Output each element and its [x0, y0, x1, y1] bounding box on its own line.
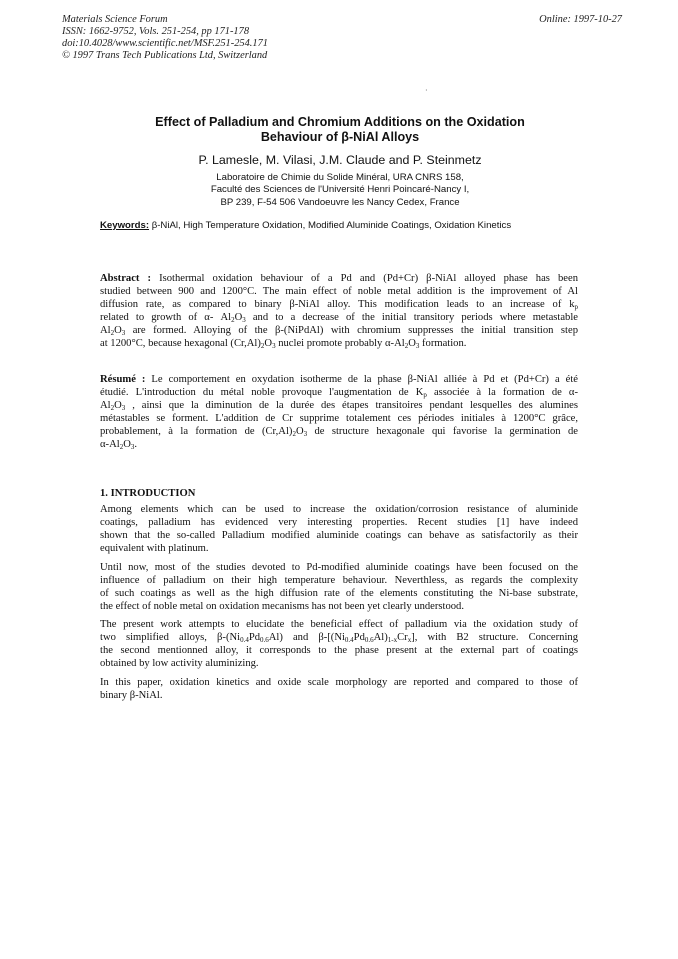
subscript: 3 [272, 341, 276, 350]
resume-text: O [114, 399, 122, 411]
resume-text: . [134, 438, 137, 450]
abstract-line [100, 312, 578, 325]
resume-line: métastables se forment. L'addition de Cr supprime totalement ces périodes initiales à 1200°C grâce, [100, 412, 578, 424]
paragraph-line: obtained by low activity aluminizing. [100, 657, 259, 669]
paragraph-line: equivalent with platinum. [100, 542, 209, 554]
resume-text: de structure hexagonale qui favorise la germination de [307, 425, 578, 437]
resume-line [100, 426, 578, 439]
abstract-line [100, 338, 578, 351]
subscript: 0.4 [240, 635, 249, 644]
subscript: 2 [110, 403, 115, 412]
speck-mark: · [425, 86, 428, 95]
subscript: 2 [260, 341, 265, 350]
subscript: 0.6 [364, 635, 374, 644]
subscript: x [407, 635, 412, 644]
abstract-text: O [114, 324, 122, 336]
abstract-text: Isothermal oxidation behaviour of a Pd and (Pd+Cr) β-NiAl alloyed phase has been [151, 273, 578, 284]
abstract-text: at 1200°C, because hexagonal (Cr,Al) [100, 337, 261, 349]
issn-line: ISSN: 1662-9752, Vols. 251-254, pp 171-178 [62, 26, 250, 37]
abstract-line [100, 325, 578, 338]
copyright-line: © 1997 Trans Tech Publications Ltd, Switzerland [62, 50, 268, 61]
intro-paragraph-1 [100, 504, 578, 556]
abstract-text: O [234, 311, 243, 323]
paragraph-text: Al) [373, 631, 388, 643]
abstract-paragraph [100, 273, 578, 350]
journal-header [62, 14, 268, 62]
subscript: 0.6 [260, 635, 269, 644]
abstract-label: Abstract : [100, 273, 152, 284]
journal-name: Materials Science Forum [62, 14, 168, 25]
paragraph-line: In this paper, oxidation kinetics and oxide scale morphology are reported and compared to those of [100, 677, 578, 688]
intro-paragraph-2 [100, 562, 578, 614]
paragraph-line: influence of palladium on their high temperature behaviour. Neverthless, as regards the complexity [100, 574, 578, 586]
paragraph-line [100, 632, 578, 645]
abstract-text: nuclei promote probably α-Al [275, 337, 405, 349]
paragraph-text: Pd [353, 631, 365, 643]
paragraph-text: Al) and β-[(Ni [268, 631, 345, 643]
subscript: p [574, 302, 578, 311]
resume-text: , ainsi que la diminution de la durée des étapes transitoires pendant lesquelles des alumines [125, 399, 578, 411]
abstract-text: are formed. Alloying of the β-(NiPdAl) with chromium suppresses the initial transition step [125, 324, 578, 336]
section-heading: 1. INTRODUCTION [100, 488, 196, 499]
subscript: 2 [231, 315, 235, 324]
abstract-text: diffusion rate, as compared to binary β-NiAl alloy. This modification leads to an increase of k [100, 298, 575, 310]
subscript: 0.4 [344, 635, 354, 644]
abstract-line [100, 273, 578, 286]
doi-line[interactable]: doi:10.4028/www.scientific.net/MSF.251-254.171 [62, 38, 268, 49]
intro-paragraph-4 [100, 677, 578, 703]
subscript: 3 [121, 403, 126, 412]
affiliation-line-1: Laboratoire de Chimie du Solide Minéral, URA CNRS 158, [216, 172, 464, 183]
resume-line [100, 400, 578, 413]
paragraph-line: Until now, most of the studies devoted to Pd-modified aluminide coatings have been focused on the [100, 562, 578, 573]
subscript: 2 [119, 442, 124, 451]
paragraph-line: Among elements which can be used to increase the oxidation/corrosion resistance of aluminide [100, 504, 578, 515]
subscript: p [423, 390, 427, 399]
resume-text: Al [100, 399, 111, 411]
subscript: 3 [303, 429, 308, 438]
paragraph-line: the second mentionned alloy, it corresponds to the phase present at the external part of coatings [100, 644, 578, 656]
subscript: 2 [292, 429, 296, 438]
abstract-text: Al [100, 324, 111, 336]
keywords-label: Keywords: [100, 220, 150, 231]
online-date: Online: 1997-10-27 [539, 14, 622, 25]
paragraph-text: two simplified alloys, β-(Ni [100, 631, 241, 643]
resume-paragraph [100, 374, 578, 451]
abstract-line [100, 299, 578, 312]
resume-line [100, 374, 578, 387]
resume-label: Résumé : [100, 374, 146, 385]
paragraph-line: the effect of noble metal on oxidation mecanisms has not been yet clearly understood. [100, 600, 464, 612]
keywords-text: β-NiAl, High Temperature Oxidation, Modified Aluminide Coatings, Oxidation Kinetics [149, 220, 512, 231]
resume-line [100, 439, 578, 452]
paragraph-line: The present work attempts to elucidate the beneficial effect of palladium via the oxidation study of [100, 619, 578, 630]
paragraph-text: Cr [397, 631, 408, 643]
title-line-2: Behaviour of β-NiAl Alloys [260, 130, 420, 144]
resume-text: associée à la formation de α- [426, 386, 578, 398]
subscript: 3 [242, 315, 246, 324]
intro-paragraph-3 [100, 619, 578, 671]
paragraph-line: coatings, palladium has evidenced very interesting properties. Recent studies [1] have indeed [100, 516, 578, 528]
affiliation [90, 172, 590, 209]
paper-title [90, 115, 590, 145]
affiliation-line-2: Faculté des Sciences de l'Université Henri Poincaré-Nancy I, [210, 184, 470, 196]
resume-text: α-Al [100, 438, 120, 450]
paragraph-line: binary β-NiAl. [100, 689, 163, 701]
keywords-line [100, 220, 580, 231]
subscript: 1-x [387, 635, 398, 644]
paragraph-line: of such coatings as well as the high diffusion rate of the elements constituting the Ni-base substrate, [100, 587, 578, 599]
subscript: 3 [130, 442, 135, 451]
resume-text: O [123, 438, 131, 450]
abstract-text: O [408, 337, 416, 349]
abstract-line: studied between 900 and 1200°C. The main effect of noble metal addition is the improvement of Al [100, 285, 578, 297]
resume-line [100, 387, 578, 400]
abstract-text: related to growth of α- Al [100, 311, 232, 323]
resume-text: O [295, 425, 304, 437]
author-list: P. Lamesle, M. Vilasi, J.M. Claude and P. Steinmetz [198, 153, 482, 167]
affiliation-line-3: BP 239, F-54 506 Vandoeuvre les Nancy Cedex, France [220, 196, 460, 208]
paragraph-text: Pd [248, 631, 261, 643]
paragraph-line: shown that the so-called Palladium modified aluminide coatings can behave as satisfactorily as their [100, 529, 578, 541]
title-line-1: Effect of Palladium and Chromium Additions on the Oxidation [155, 115, 525, 129]
subscript: 3 [121, 328, 126, 337]
paragraph-text: ], with B2 structure. Concerning [411, 631, 578, 643]
resume-text: Le comportement en oxydation isotherme de la phase β-NiAl alliée à Pd et (Pd+Cr) a été [145, 374, 578, 385]
subscript: 2 [110, 328, 115, 337]
subscript: 2 [404, 341, 409, 350]
abstract-text: and to a decrease of the initial transitory periods where metastable [245, 311, 578, 323]
abstract-text: formation. [419, 337, 467, 349]
resume-text: étudié. L'introduction du métal noble provoque l'augmentation de K [100, 386, 424, 398]
subscript: 3 [415, 341, 420, 350]
abstract-text: O [264, 337, 273, 349]
resume-text: probablement, à la formation de (Cr,Al) [100, 425, 293, 437]
